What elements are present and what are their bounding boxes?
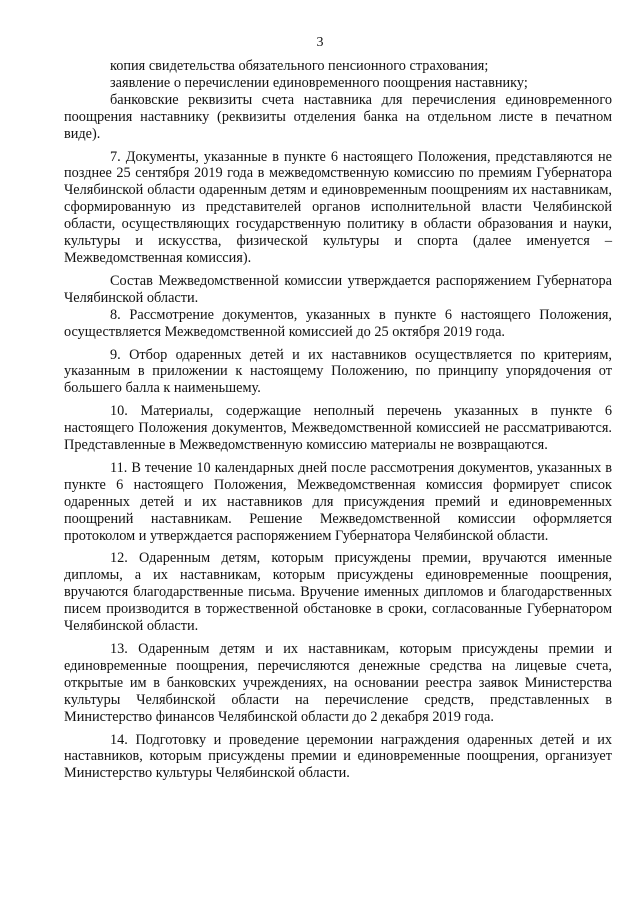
- paragraph-12: 12. Одаренным детям, которым присуждены премии, вручаются именные дипломы, а их наставникам, которым присуждены единовременные поощрения, вручаются благодарственные письма. Вручение именных дипломов и благодарственных писем производится в торжественной обстановке в сроки, согласованные Губернатором Челябинской области.: [64, 550, 612, 635]
- paragraph-bank-details: банковские реквизиты счета наставника для перечисления единовременного поощрения наставнику (реквизиты отделения банка на отдельном листе в печатном виде).: [64, 91, 612, 142]
- paragraph-7: 7. Документы, указанные в пункте 6 настоящего Положения, представляются не позднее 25 сентября 2019 года в межведомственную комиссию по премиям Губернатора Челябинской области одаренным детям и единовременным поощрениям их наставникам, сформированную из представителей органов исполнительной власти Челябинской области, осуществляющих государственную политику в области образования и науки, культуры и искусства, физической культуры и спорта (далее именуется – Межведомственная комиссия).: [64, 148, 612, 266]
- page-number: 3: [316, 35, 324, 50]
- document-body: [64, 58, 612, 782]
- paragraph-14: 14. Подготовку и проведение церемонии награждения одаренных детей и их наставников, которым присуждены премии и единовременные поощрения, организует Министерство культуры Челябинской области.: [64, 731, 612, 782]
- paragraph-transfer-application: заявление о перечислении единовременного поощрения наставнику;: [110, 74, 528, 91]
- paragraph-13: 13. Одаренным детям и их наставникам, которым присуждены премии и единовременные поощрения, перечисляются денежные средства на лицевые счета, открытые им в банковских учреждениях, на основании реестра заявок Министерства культуры Челябинской области на перечисление средств, представленных в Министерство финансов Челябинской области до 2 декабря 2019 года.: [64, 641, 612, 725]
- paragraph-8: 8. Рассмотрение документов, указанных в пункте 6 настоящего Положения, осуществляется Межведомственной комиссией до 25 октября 2019 года.: [64, 306, 612, 340]
- paragraph-commission-composition: Состав Межведомственной комиссии утверждается распоряжением Губернатора Челябинской области.: [64, 272, 612, 306]
- paragraph-10: 10. Материалы, содержащие неполный перечень указанных в пункте 6 настоящего Положения документов, Межведомственной комиссией не рассматриваются. Представленные в Межведомственную комиссию материалы не возвращаются.: [64, 403, 612, 454]
- paragraph-11: 11. В течение 10 календарных дней после рассмотрения документов, указанных в пункте 6 настоящего Положения, Межведомственная комиссия формирует список одаренных детей и их наставников для присуждения премий и единовременных поощрений наставникам. Решение Межведомственной комиссии оформляется протоколом и утверждается распоряжением Губернатора Челябинской области.: [64, 459, 612, 544]
- paragraph-snils-copy: копия свидетельства обязательного пенсионного страхования;: [110, 58, 489, 74]
- paragraph-9: 9. Отбор одаренных детей и их наставников осуществляется по критериям, указанным в приложении к настоящему Положению, по принципу упорядочения от большего балла к наименьшему.: [64, 346, 612, 397]
